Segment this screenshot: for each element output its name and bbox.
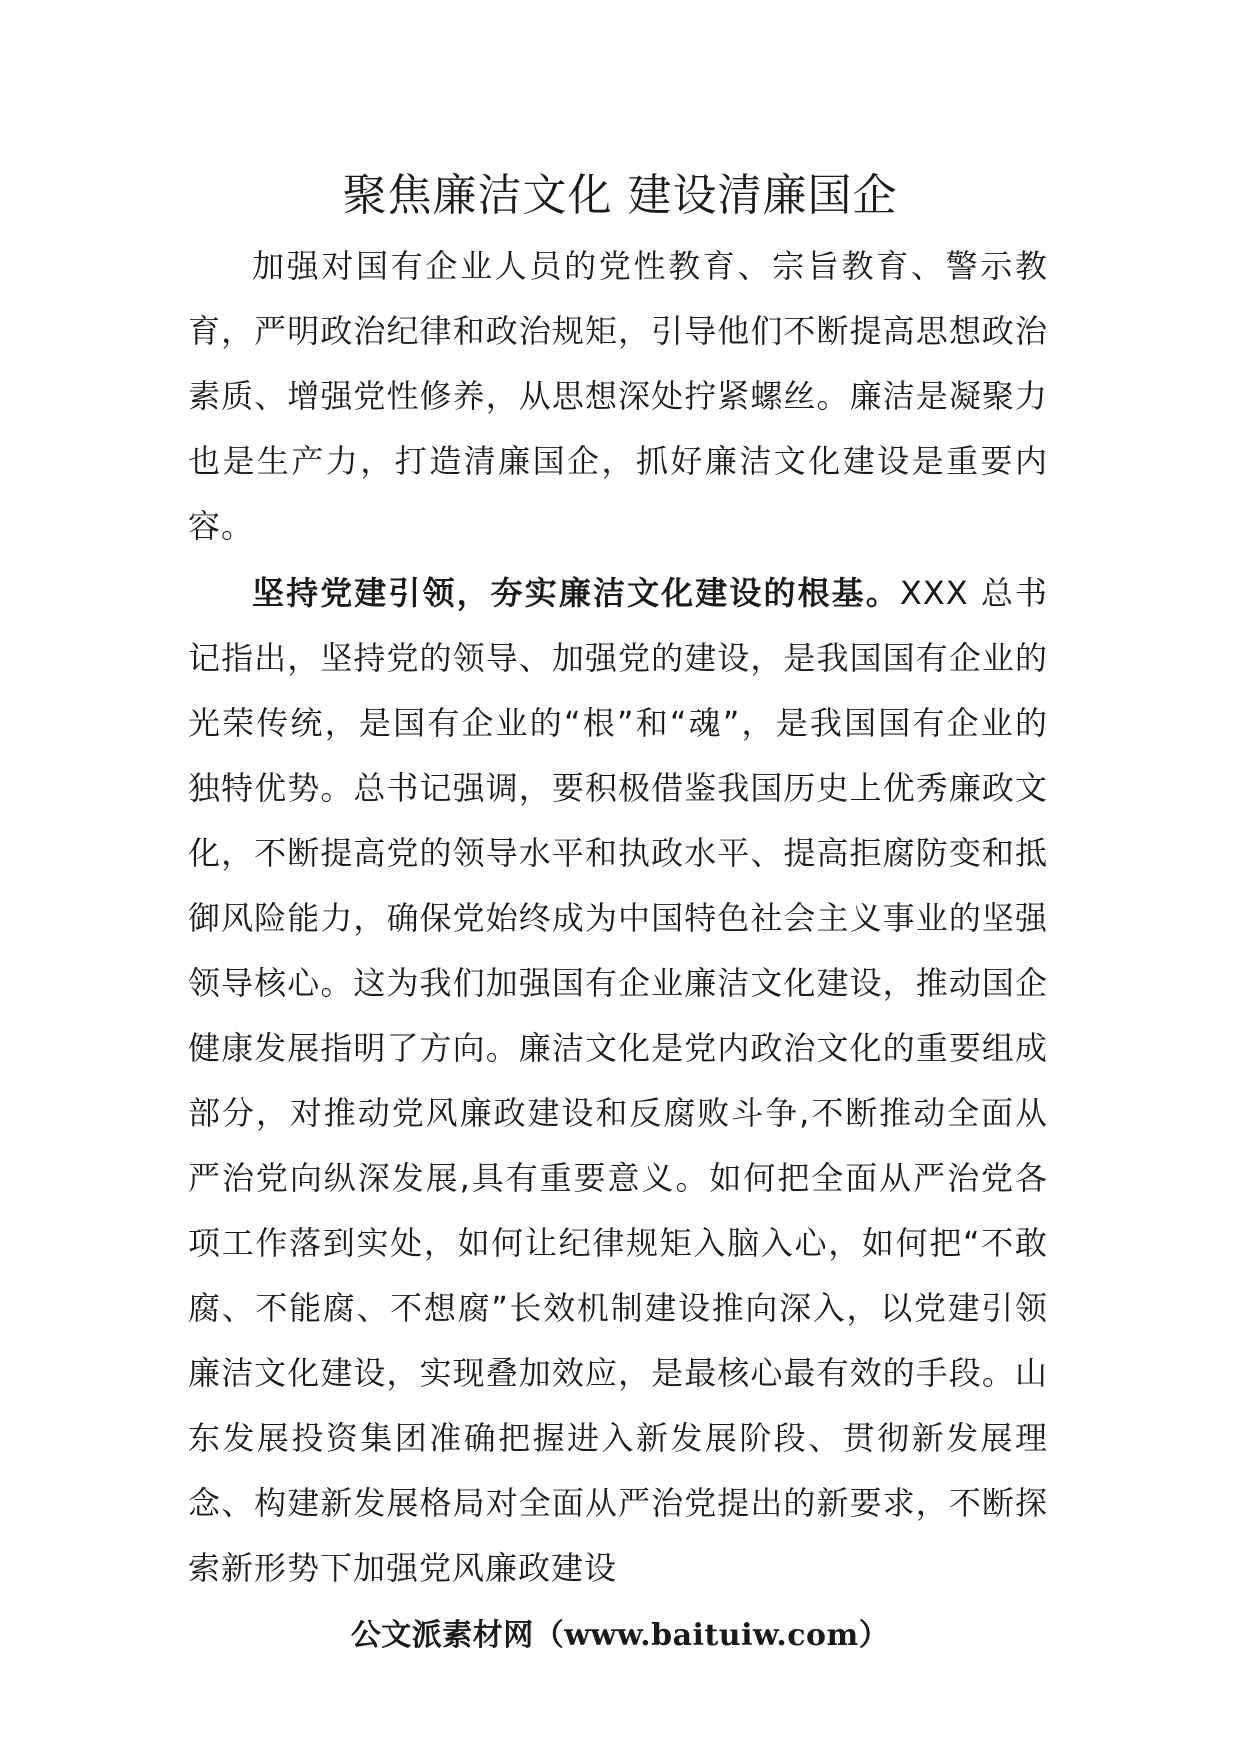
document-body bbox=[188, 234, 1048, 1603]
paragraph-party-leadership bbox=[188, 561, 1048, 1601]
footer-watermark: 公文派素材网（www.baituiw.com） bbox=[350, 1618, 890, 1653]
paragraph-lead-heading: 坚持党建引领，夯实廉洁文化建设的根基。 bbox=[252, 574, 900, 612]
paragraph-intro: 加强对国有企业人员的党性教育、宗旨教育、警示教育，严明政治纪律和政治规矩，引导他们不断提高思想政治素质、增强党性修养，从思想深处拧紧螺丝。廉洁是凝聚力也是生产力，打造清廉国企，抓好廉洁文化建设是重要内容。 bbox=[188, 247, 1048, 545]
paragraph-body-text: XXX 总书记指出，坚持党的领导、加强党的建设，是我国国有企业的光荣传统，是国有企业的“根”和“魂”，是我国国有企业的独特优势。总书记强调，要积极借鉴我国历史上优秀廉政文化，不断提高党的领导水平和执政水平、提高拒腐防变和抵御风险能力，确保党始终成为中国特色社会主义事业的坚强领导核心。这为我们加强国有企业廉洁文化建设，推动国企健康发展指明了方向。廉洁文化是党内政治文化的重要组成部分，对推动党风廉政建设和反腐败斗争,不断推动全面从严治党向纵深发展,具有重要意义。如何把全面从严治党各项工作落到实处，如何让纪律规矩入脑入心，如何把“不敢腐、不能腐、不想腐”长效机制建设推向深入，以党建引领廉洁文化建设，实现叠加效应，是最核心最有效的手段。山东发展投资集团准确把握进入新发展阶段、贯彻新发展理念、构建新发展格局对全面从严治党提出的新要求，不断探索新形势下加强党风廉政建设 bbox=[188, 574, 1048, 1587]
document-title: 聚焦廉洁文化 建设清廉国企 bbox=[342, 170, 898, 221]
